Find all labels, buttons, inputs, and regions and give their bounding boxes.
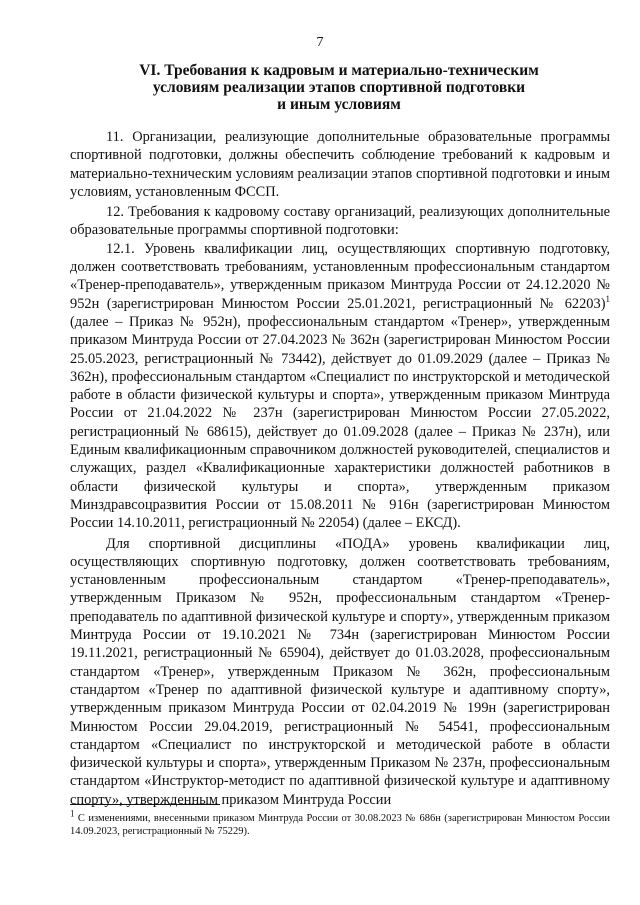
footnote-text: С изменениями, внесенными приказом Минтруда России от 30.08.2023 № 686н (зарегистрирован Минюстом России 14.09.2023, регистрационный № 75229). bbox=[70, 813, 610, 837]
footnote-reference[interactable]: 1 bbox=[605, 293, 610, 304]
section-title-line-2: условиям реализации этапов спортивной подготовки bbox=[152, 79, 526, 96]
footnote-mark: 1 bbox=[70, 808, 75, 819]
section-title-line-1: VI. Требования к кадровым и материально-техническим bbox=[139, 62, 539, 79]
paragraph-12-1-end: (далее – Приказ № 952н), профессиональным стандартом «Тренер», утвержденным приказом Минтруда России от 27.04.2023 № 362н (зарегистрирован Минюстом России 25.05.2023, регистрационный № 73442), действует до 01.09.2029 (далее – Приказ № 362н), профессиональным стандартом «Специалист по инструкторской и методической работе в области физической культуры и спорта», утвержденным приказом Минтруда России от 21.04.2022 № 237н (зарегистрирован Минюстом России 27.05.2022, регистрационный № 68615), действует до 01.09.2028 (далее – Приказ № 237н), или Единым квалификационным справочником должностей руководителей, специалистов и служащих, раздел «Квалификационные характеристики должностей работников в области физической культуры и спорта», утвержденным приказом Минздравсоцразвития России от 15.08.2011 № 916н (зарегистрирован Минюстом России 14.10.2011, регистрационный № 22054) (далее – ЕКСД). bbox=[70, 313, 610, 532]
footnote-divider bbox=[70, 804, 220, 805]
footnote bbox=[70, 808, 610, 838]
paragraph-12-1 bbox=[70, 240, 610, 533]
section-title-line-3: и иным условиям bbox=[277, 96, 401, 113]
paragraph-11: 11. Организации, реализующие дополнительные образовательные программы спортивной подготовки, должны обеспечить соблюдение требований к кадровым и материально-техническим условиям реализации этапов спортивной подготовки и иным условиям, установленным ФССП. bbox=[70, 129, 610, 200]
paragraph-12-1-start: 12.1. Уровень квалификации лиц, осуществляющих спортивную подготовку, должен соответствовать требованиям, установленным профессиональным стандартом «Тренер-преподаватель», утвержденным приказом Минтруда России от 24.12.2020 № 952н (зарегистрирован Минюстом России 25.01.2021, регистрационный № 62203) bbox=[70, 240, 610, 312]
body-text bbox=[70, 128, 610, 809]
section-title bbox=[70, 62, 608, 113]
page-number: 7 bbox=[316, 35, 324, 50]
paragraph-poda: Для спортивной дисциплины «ПОДА» уровень квалификации лиц, осуществляющих спортивную подготовку, должен соответствовать требованиям, установленным профессиональным стандартом «Тренер-преподаватель», утвержденным Приказом № 952н, профессиональным стандартом «Тренер-преподаватель по адаптивной физической культуре и спорту», утвержденным приказом Минтруда России от 19.10.2021 № 734н (зарегистрирован Минюстом России 19.11.2021, регистрационный № 65904), действует до 01.03.2028, профессиональным стандартом «Тренер», утвержденным Приказом № 362н, профессиональным стандартом «Тренер по адаптивной физической культуре и адаптивному спорту», утвержденным приказом Минтруда России от 02.04.2019 № 199н (зарегистрирован Минюстом России 29.04.2019, регистрационный № 54541, профессиональным стандартом «Специалист по инструкторской и методической работе в области физической культуры и спорта», утвержденным Приказом № 237н, профессиональным стандартом «Инструктор-методист по адаптивной физической культуре и адаптивному спорту», утвержденным приказом Минтруда России bbox=[70, 535, 610, 808]
paragraph-12: 12. Требования к кадровому составу организаций, реализующих дополнительные образовательные программы спортивной подготовки: bbox=[70, 204, 610, 239]
